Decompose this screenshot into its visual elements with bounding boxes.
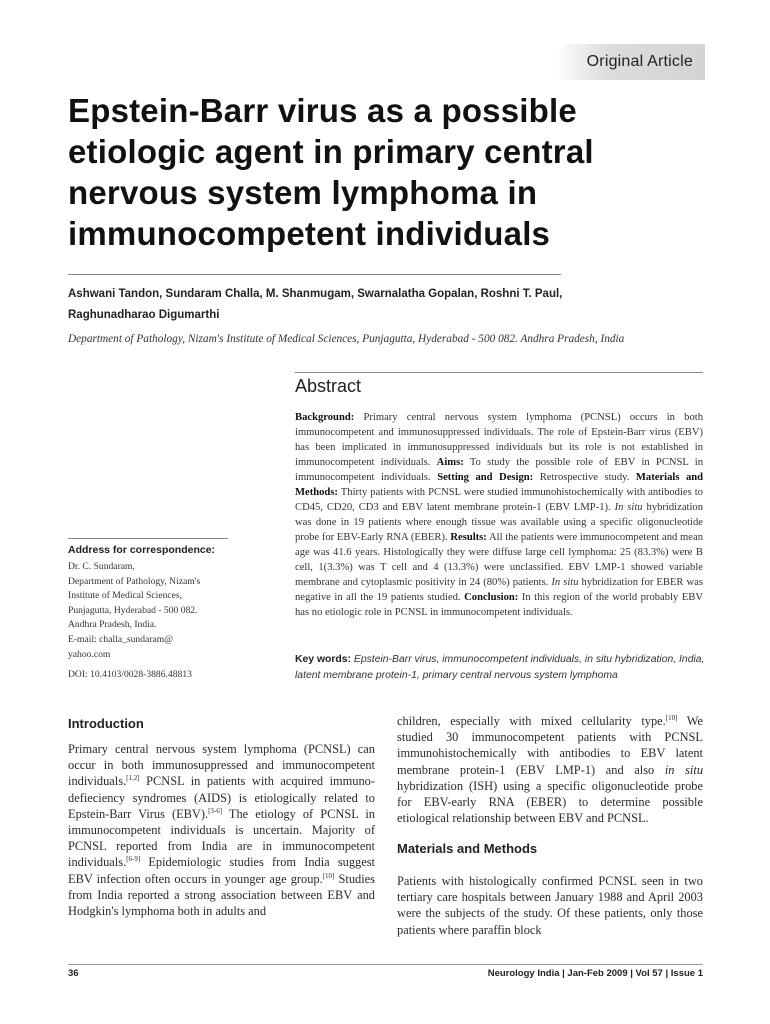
correspondence-email-line: yahoo.com <box>68 648 111 660</box>
introduction-continued <box>397 713 703 826</box>
article-type-label: Original Article <box>586 53 693 70</box>
abstract-divider <box>295 372 703 373</box>
conclusion-text: In this region of the world probably EBV has no etiologic role in PCNSL in immunocompetent individuals. <box>295 592 704 618</box>
introduction-heading: Introduction <box>68 716 144 731</box>
aims-text: To study the possible role of EBV in PCNSL in immunocompetent individuals. <box>295 457 703 483</box>
correspondence-address <box>68 560 268 662</box>
methods-text-2: hybridization was done in 19 patients where enough tissue was available using a specific oligonucleotide probe for EBV-Early RNA (EBER). <box>295 502 704 543</box>
in-situ-term: in situ <box>664 762 704 777</box>
background-text: Primary central nervous system lymphoma (PCNSL) occurs in both immunocompetent and immunosuppressed individuals. The role of Epstein-Barr virus (EBV) has been implicated in immunosuppressed individuals but its role is not established in immunocompetent individuals. <box>295 412 703 468</box>
correspondence-line: Department of Pathology, Nizam's <box>68 575 201 587</box>
correspondence-line: Andhra Pradesh, India. <box>68 619 157 631</box>
correspondence-heading: Address for correspondence: <box>68 544 216 556</box>
methods-text: Thirty patients with PCNSL were studied immunohistochemically with antibodies to CD45, CD20, CD3 and EBV latent membrane protein-1 (EBV LMP-1). <box>295 487 703 513</box>
results-text-2: hybridization for EBER was negative in all the 19 patients studied. <box>295 577 703 603</box>
citation: [3-6] <box>208 806 223 815</box>
journal-citation: Neurology India | Jan-Feb 2009 | Vol 57 | Issue 1 <box>487 968 703 979</box>
methods-label: Materials and Methods: <box>295 472 704 498</box>
setting-text: Retrospective study. <box>539 472 630 483</box>
affiliation: Department of Pathology, Nizam's Institute of Medical Sciences, Punjagutta, Hyderabad - 500 082. Andhra Pradesh, India <box>68 333 625 345</box>
correspondence-line: Institute of Medical Sciences, <box>68 590 183 602</box>
correspondence-line: Dr. C. Sundaram, <box>68 561 135 572</box>
citation: [1,2] <box>126 774 140 783</box>
article-title: Epstein-Barr virus as a possible etiologic agent in primary central nervous system lymphoma in immunocompetent individuals <box>68 92 594 252</box>
keywords <box>295 652 705 684</box>
intro-text: children, especially with mixed cellularity type. <box>397 714 666 728</box>
results-text: All the patients were immunocompetent and mean age was 41.6 years. Histologically they were diffuse large cell lymphoma: 25 (83.3%) were B cell, 1(3.3%) was T cell and 4 (13.3%) were unclassified. EBV LMP-1 showed variable membrane and cytoplasmic positivity in 24 (80%) patients. <box>295 532 703 588</box>
correspondence-email-line: E-mail: challa_sundaram@ <box>68 633 174 645</box>
intro-text: Studies from India reported a strong association between EBV and Hodgkin's lymphoma both in adults and <box>68 871 375 919</box>
background-label: Background: <box>295 412 355 423</box>
intro-text: hybridization (ISH) using a specific oligonucleotide probe for EBV-early RNA (EBER) to determine possible etiological relationship between EBV and PCNSL. <box>397 778 703 826</box>
article-type-tab <box>555 44 705 80</box>
results-in-situ: In situ <box>551 577 579 588</box>
citation: [6-9] <box>126 855 141 864</box>
intro-text: Epidemiologic studies from India suggest EBV infection often occurs in younger age group. <box>68 855 375 886</box>
conclusion-label: Conclusion: <box>464 592 519 603</box>
intro-text: PCNSL in patients with acquired immuno-defieciency syndromes (AIDS) is etiologically related to Epstein-Barr Virus (EBV). <box>68 774 375 821</box>
intro-text: Primary central nervous system lymphoma (PCNSL) can occur in both immunosuppressed and immunocompetent individuals. <box>68 742 375 789</box>
results-label: Results: <box>450 532 487 543</box>
citation: [10] <box>665 713 678 722</box>
author-list: Ashwani Tandon, Sundaram Challa, M. Shanmugam, Swarnalatha Gopalan, Roshni T. Paul, Raghunadharao Digumarthi <box>68 288 563 321</box>
doi: DOI: 10.4103/0028-3886.48813 <box>68 669 192 680</box>
methods-in-situ: In situ <box>614 502 643 513</box>
introduction-paragraph <box>68 741 375 919</box>
correspondence-line: Punjagutta, Hyderabad - 500 082. <box>68 604 198 616</box>
materials-methods-paragraph: Patients with histologically confirmed PCNSL seen in two tertiary care hospitals between January 1988 and April 2003 were the subjects of the study. Of these patients, only those patients where paraffin block <box>397 874 703 937</box>
footer-divider <box>68 964 703 965</box>
intro-text: We studied 30 immunocompetent patients with PCNSL immunohistochemically with antibodies to EBV latent membrane protein-1 (EBV LMP-1) and also <box>397 714 703 777</box>
keywords-label: Key words: <box>295 654 352 665</box>
abstract-heading: Abstract <box>295 376 362 396</box>
materials-methods-heading: Materials and Methods <box>397 841 538 856</box>
page-number: 36 <box>68 968 79 979</box>
setting-label: Setting and Design: <box>437 472 534 483</box>
keywords-text: Epstein-Barr virus, immunocompetent individuals, in situ hybridization, India, latent membrane protein-1, primary central nervous system lymphoma <box>295 654 705 681</box>
abstract-body <box>295 410 703 620</box>
citation: [10] <box>322 871 335 880</box>
intro-text: The etiology of PCNSL in immunocompetent individuals is uncertain. Majority of PCNSL reported from India are in immunocompetent individuals. <box>68 806 376 870</box>
title-divider <box>68 274 561 275</box>
aims-label: Aims: <box>436 457 464 468</box>
correspondence-divider <box>68 538 228 539</box>
